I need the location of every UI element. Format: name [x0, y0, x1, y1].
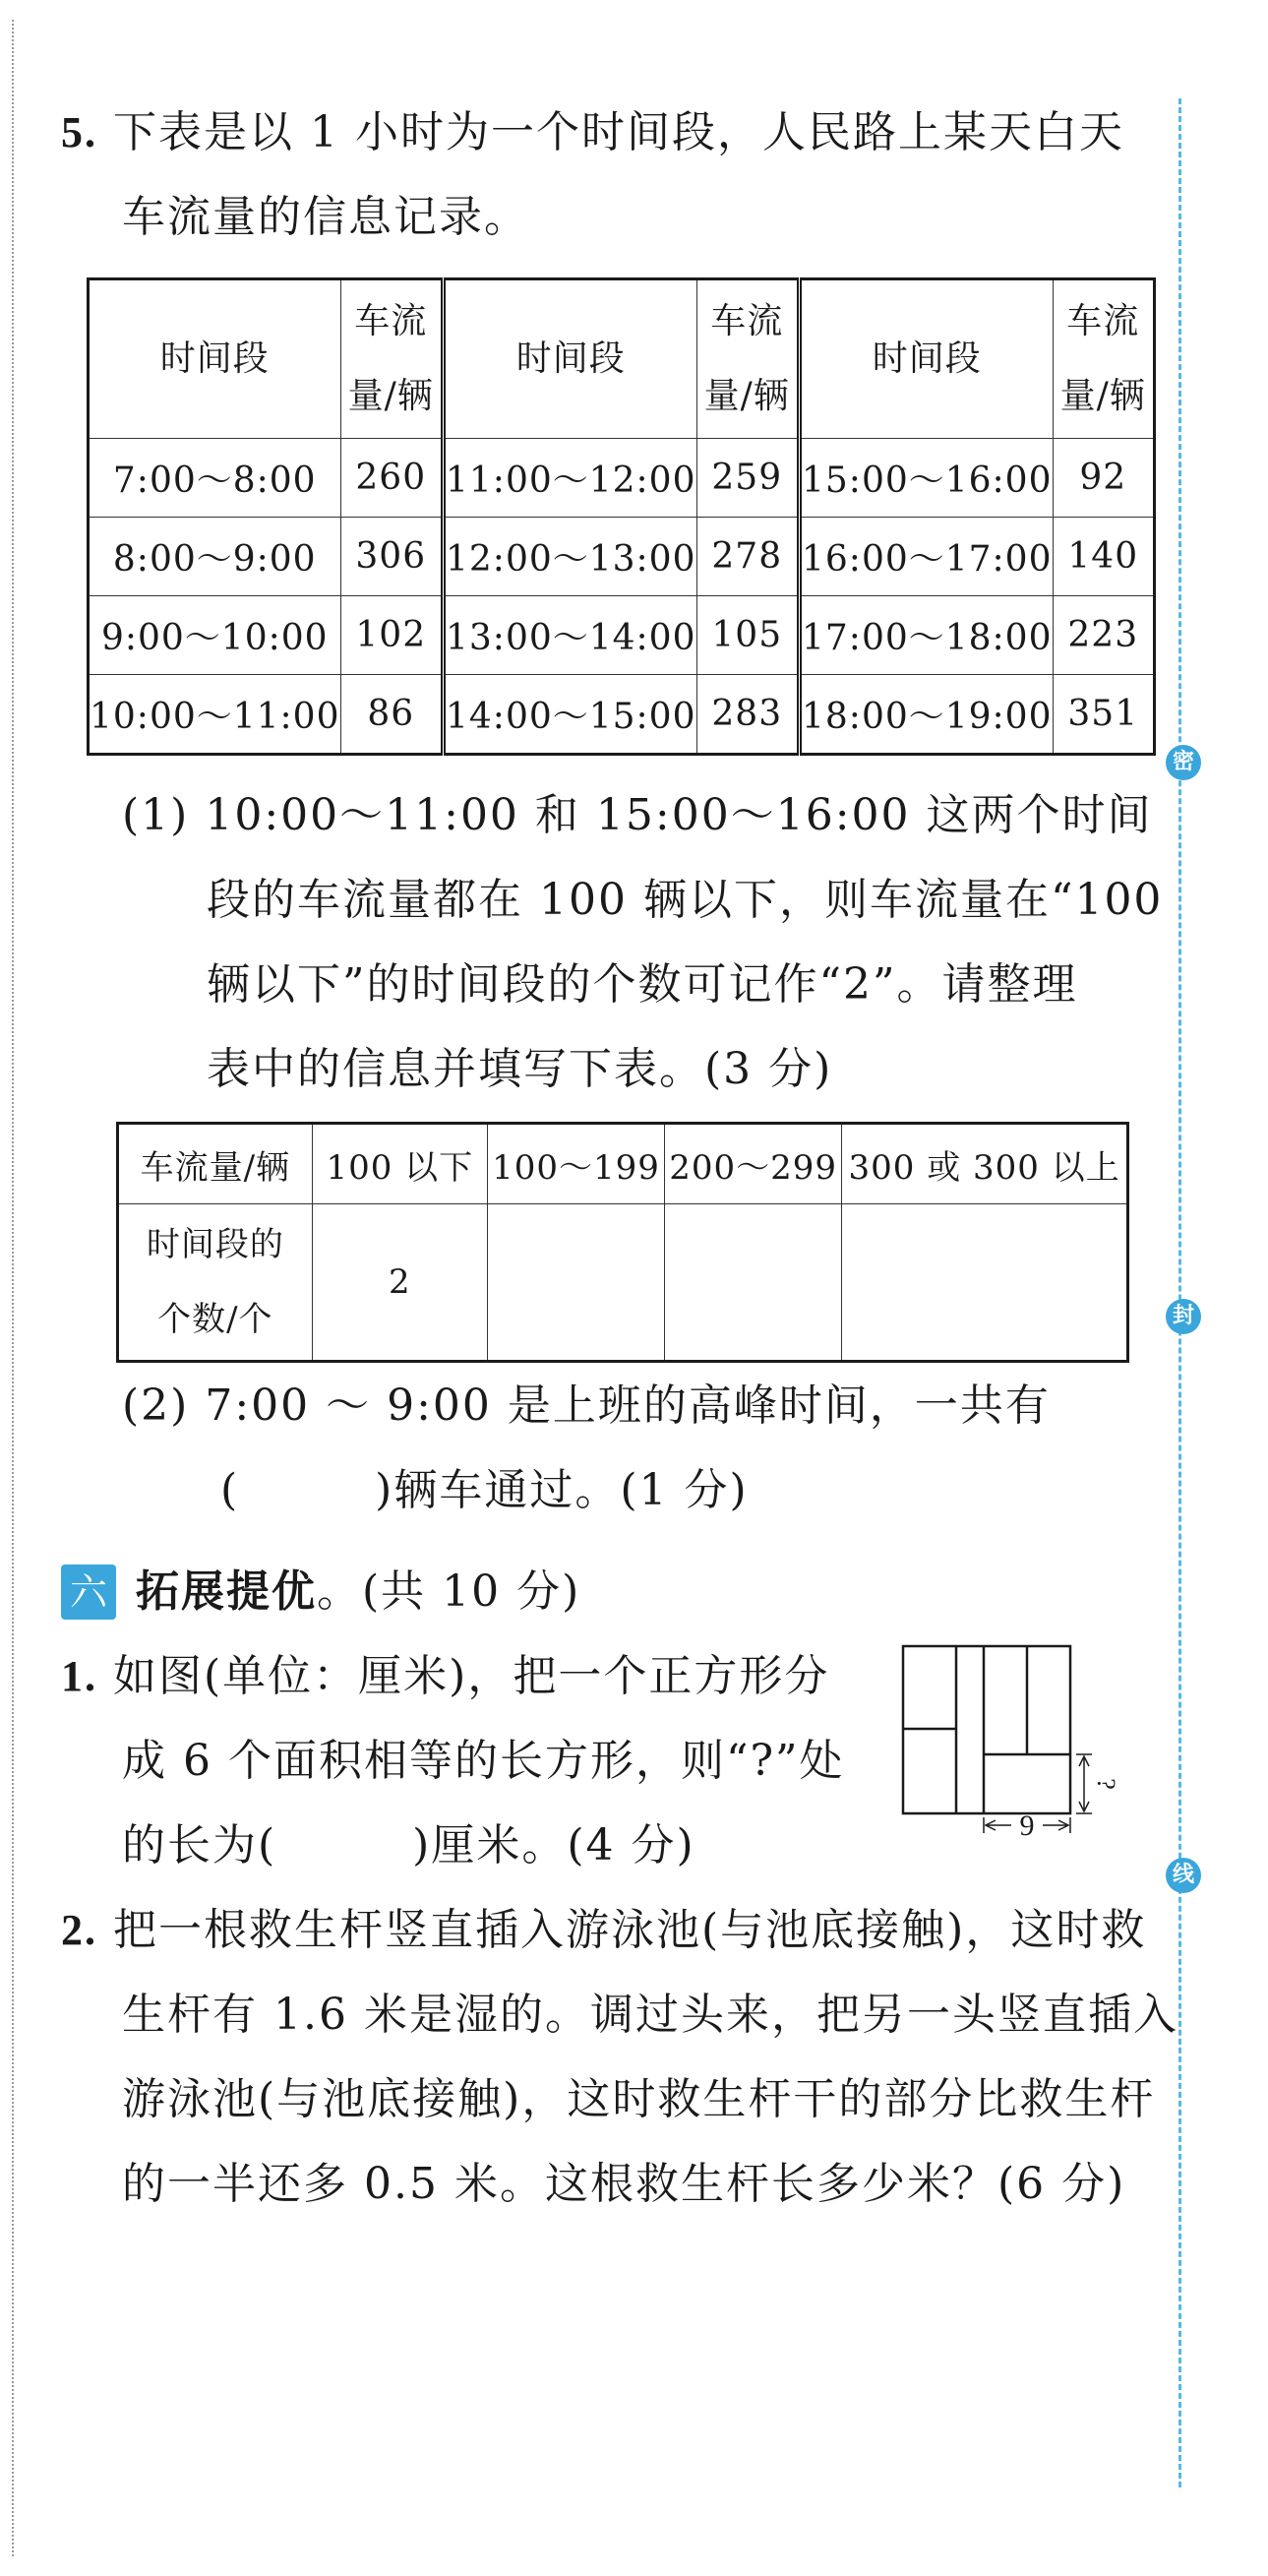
- section-number-badge: 六: [61, 1564, 116, 1620]
- flow-cell: 105: [696, 596, 800, 675]
- summary-header-cell: 车流量/辆: [118, 1124, 313, 1204]
- period-cell: 17:00～18:00: [800, 596, 1054, 675]
- table-row: [89, 675, 1155, 755]
- period-cell: 13:00～14:00: [444, 596, 697, 675]
- table-row: [89, 439, 1155, 518]
- header-flow: 车流 量/辆: [340, 279, 444, 439]
- binding-mark-mi: 密: [1166, 745, 1201, 780]
- q5-number: 5.: [61, 108, 97, 156]
- q5-sub2-line1: (2) 7:00 ～ 9:00 是上班的高峰时间，一共有: [122, 1380, 1051, 1431]
- flow-cell: 351: [1053, 675, 1155, 755]
- summary-header-cell: 200～299: [665, 1124, 842, 1204]
- p2-line3: 游泳池(与池底接触)，这时救生杆干的部分比救生杆: [122, 2074, 1156, 2124]
- period-cell: 16:00～17:00: [800, 518, 1054, 596]
- period-cell: 8:00～9:00: [89, 518, 341, 596]
- flow-cell: 140: [1053, 518, 1155, 596]
- flow-cell: 102: [340, 596, 444, 675]
- q5-sub1-line3: 辆以下”的时间段的个数可记作“2”。请整理: [207, 959, 1078, 1010]
- q5-sub1-line1: (1) 10:00～11:00 和 15:00～16:00 这两个时间: [122, 790, 1153, 840]
- table-header-row: [89, 279, 1155, 439]
- flow-cell: 306: [340, 518, 444, 596]
- binding-mark-xian: 线: [1166, 1858, 1201, 1893]
- answer-cell-under-100[interactable]: 2: [312, 1204, 487, 1362]
- section-title: 拓展提优: [136, 1566, 317, 1617]
- flow-cell: 278: [696, 518, 800, 596]
- square-division-figure: [895, 1638, 1131, 1855]
- section-heading: [136, 1550, 580, 1634]
- q5-sub1-label: (1): [122, 790, 190, 840]
- summary-row-label: 时间段的 个数/个: [118, 1204, 313, 1362]
- figure-side-label: ?: [1092, 1778, 1120, 1790]
- header-period: 时间段: [444, 279, 697, 439]
- p1-line3: 的长为( )厘米。(4 分): [122, 1820, 695, 1871]
- flow-cell: 223: [1053, 596, 1155, 675]
- summary-table: [116, 1122, 1129, 1363]
- summary-header-row: [118, 1124, 1128, 1204]
- header-flow: 车流 量/辆: [1053, 279, 1155, 439]
- summary-header-cell: 300 或 300 以上: [842, 1124, 1128, 1204]
- summary-header-cell: 100 以下: [312, 1124, 487, 1204]
- section-score: 。(共 10 分): [317, 1566, 581, 1617]
- period-cell: 7:00～8:00: [89, 439, 341, 518]
- answer-cell-300-plus[interactable]: [842, 1204, 1128, 1362]
- p1-line2: 成 6 个面积相等的长方形，则“?”处: [122, 1736, 845, 1786]
- p2-line2: 生杆有 1.6 米是湿的。调过头来，把另一头竖直插入: [122, 1990, 1178, 2040]
- q5-stem-line1: 5. 下表是以 1 小时为一个时间段，人民路上某天白天: [61, 107, 1124, 157]
- table-row: [89, 518, 1155, 596]
- flow-cell: 86: [340, 675, 444, 755]
- p1-line1: 1. 如图(单位：厘米)，把一个正方形分: [61, 1651, 830, 1701]
- period-cell: 9:00～10:00: [89, 596, 341, 675]
- binding-mark-feng: 封: [1166, 1299, 1201, 1334]
- flow-cell: 260: [340, 439, 444, 518]
- period-cell: 18:00～19:00: [800, 675, 1054, 755]
- period-cell: 12:00～13:00: [444, 518, 697, 596]
- flow-cell: 92: [1053, 439, 1155, 518]
- q5-sub1-line2: 段的车流量都在 100 辆以下，则车流量在“100: [207, 875, 1164, 925]
- summary-value-row: [118, 1204, 1128, 1362]
- p2-line4: 的一半还多 0.5 米。这根救生杆长多少米？(6 分): [122, 2159, 1126, 2209]
- header-period: 时间段: [89, 279, 341, 439]
- table-row: [89, 596, 1155, 675]
- figure-bottom-label: 9: [1019, 1809, 1035, 1842]
- q5-sub1-line4: 表中的信息并填写下表。(3 分): [207, 1044, 833, 1094]
- period-cell: 11:00～12:00: [444, 439, 697, 518]
- answer-cell-100-199[interactable]: [487, 1204, 664, 1362]
- binding-dashed-line: [1178, 98, 1181, 2487]
- flow-cell: 283: [696, 675, 800, 755]
- period-cell: 10:00～11:00: [89, 675, 341, 755]
- q5-sub2-line2: ( )辆车通过。(1 分): [220, 1465, 749, 1515]
- q5-sub2-label: (2): [122, 1380, 190, 1431]
- p2-line1: 2. 把一根救生杆竖直插入游泳池(与池底接触)，这时救: [61, 1905, 1147, 1955]
- traffic-flow-table: [87, 277, 1156, 756]
- period-cell: 14:00～15:00: [444, 675, 697, 755]
- summary-header-cell: 100～199: [487, 1124, 664, 1204]
- header-period: 时间段: [800, 279, 1054, 439]
- p1-number: 1.: [61, 1652, 97, 1700]
- left-margin-dotted-line: [12, 20, 14, 2556]
- flow-cell: 259: [696, 439, 800, 518]
- header-flow: 车流 量/辆: [696, 279, 800, 439]
- q5-stem-line2: 车流量的信息记录。: [122, 192, 529, 242]
- answer-cell-200-299[interactable]: [665, 1204, 842, 1362]
- period-cell: 15:00～16:00: [800, 439, 1054, 518]
- p2-number: 2.: [61, 1906, 97, 1954]
